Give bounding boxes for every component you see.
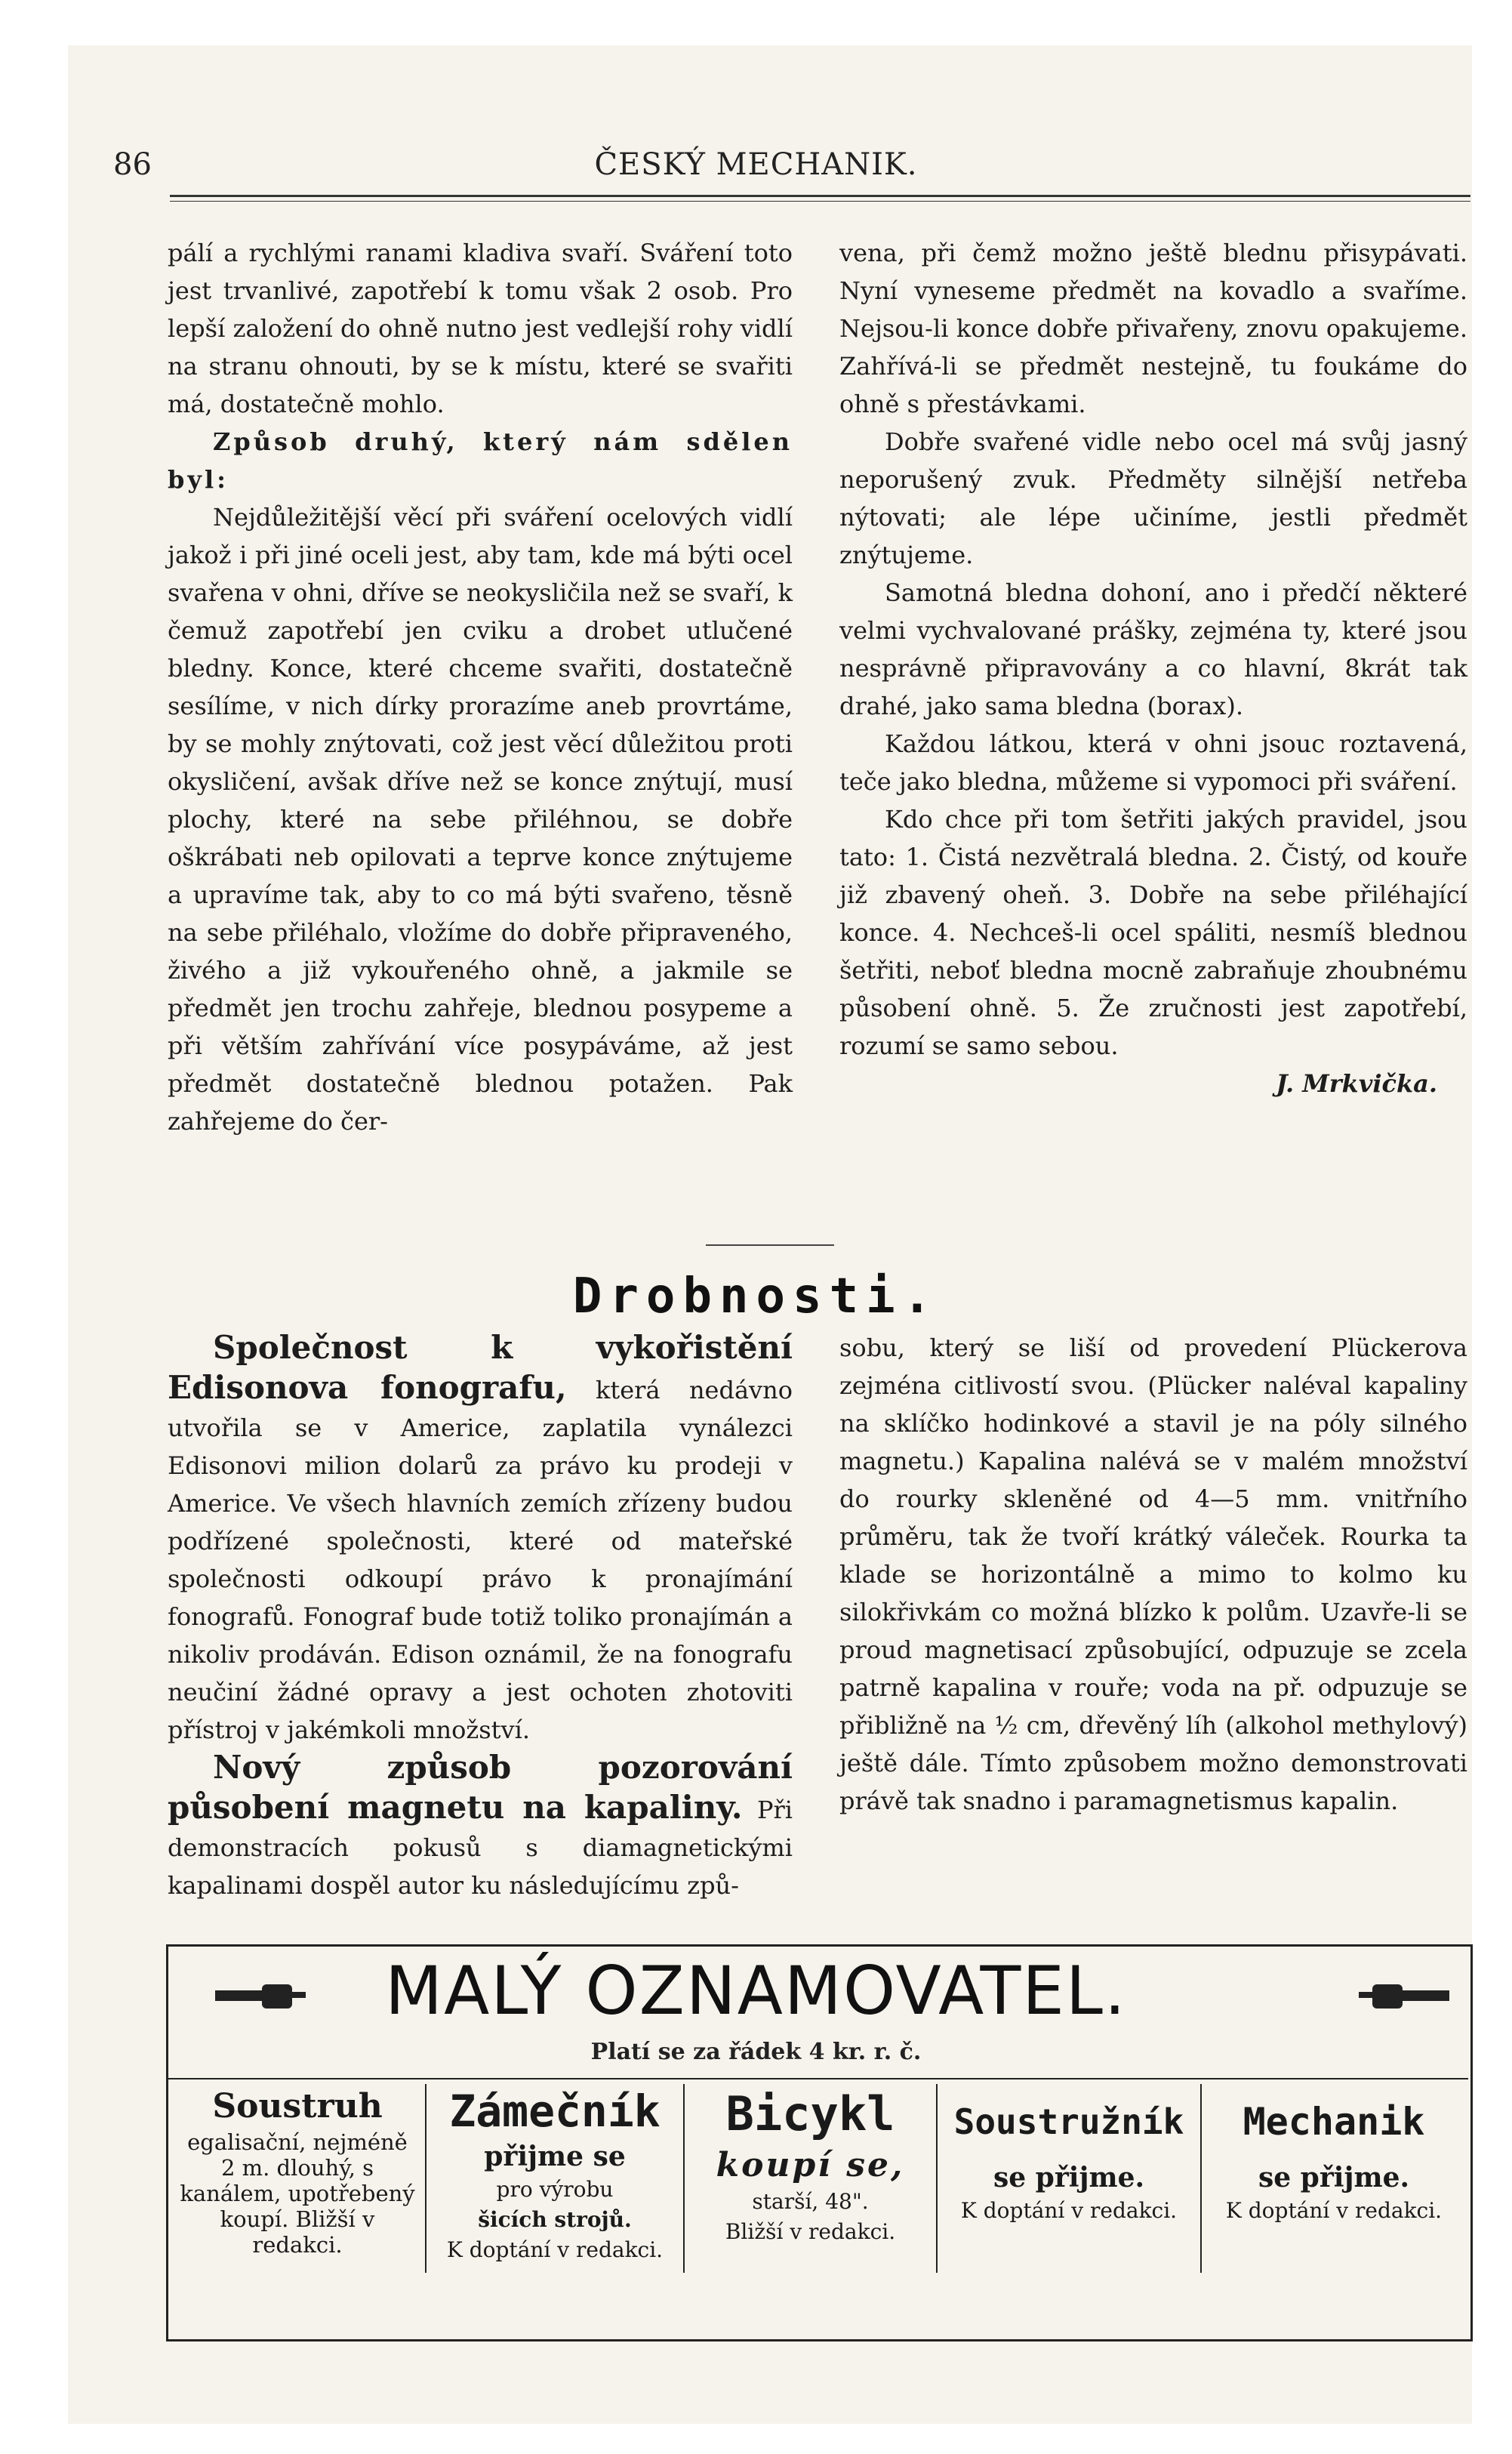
article-paragraph: Dobře svařené vidle nebo ocel má svůj jasný neporušený zvuk. Předměty silnější netřeba nýtovati; ale lépe učiníme, jestli předmět znýtujeme. [839,427,1467,569]
ad-line: přijme se [484,2141,626,2172]
news-body: sobu, který se liší od provedení Plückerova zejména citlivostí svou. (Plücker naléval kapaliny na sklíčko hodinkové a stavil je na póly silného magnetu.) Kapalina nalévá se v malém množství do rourky skleněné od 4—5 mm. vnitřního průměru, tak že tvoří krátký váleček. Rourka ta klade se horizontálně a mimo to kolmo ku silokřivkám co možná blízko k polům. Uzavře-li se proud magnetisací způsobující, odpuzuje se zcela patrně kapalina v rouře; voda na př. odpuzuje se přibližně na ½ cm, dřevěný líh (alkohol methylový) ještě dále. Tímto způsobem možno demonstrovati právě tak snadno i paramagnetismus kapalin. [839,1333,1467,1815]
ad-line: koupí se, [716,2146,905,2184]
header-rule-thin [170,201,1470,202]
article-paragraph: Každou látkou, která v ohni jsouc roztavená, teče jako bledna, můžeme si vypomoci při sváření. [839,729,1467,796]
news-body: Při demonstracích pokusů s diamagnetickými kapalinami dospěl autor ku následujícímu způ- [168,1796,793,1900]
news-heading: Nový způsob pozorování působení magnetu na kapaliny. [168,1749,793,1826]
ad-heading: Soustruh [212,2087,383,2126]
ad-line: šicích strojů. [478,2207,632,2232]
article-left-column [168,234,793,1140]
ad-footer: K doptání v redakci. [960,2198,1178,2223]
article-paragraph: Samotná bledna dohoní, ano i předčí některé velmi vychvalované prášky, zejména ty, které jsou nesprávně připravovány a co hlavní, 8krát tak drahé, jako sama bledna (borax). [839,578,1467,720]
ad-line: se přijme. [993,2162,1145,2193]
ad-heading: Mechanik [1243,2100,1425,2144]
news-right-column [839,1329,1467,1820]
news-heading: Společnost k vykořistění Edisonova fonografu, [168,1329,793,1406]
article-right-column [839,234,1467,1102]
ad-body: egalisační, nejméně 2 m. dlouhý, s kanálem, upotřebený koupí. Bližší v redakci. [180,2129,415,2258]
article-subheading: Způsob druhý, který nám sdělen byl: [168,427,793,494]
ad-soustruh [170,2084,425,2333]
page-number: 86 [113,147,152,182]
ad-heading: Soustružník [953,2101,1184,2142]
ad-footer: K doptání v redakci. [446,2237,664,2262]
pointing-hand-icon [1359,1978,1449,2015]
ad-bicykl [685,2084,936,2333]
ad-footer: Bližší v redakci. [725,2219,896,2244]
article-paragraph: vena, při čemž možno ještě blednu přisypávati. Nyní vyneseme předmět na kovadlo a svaříme. Nejsou-li konce dobře přivařeny, znovu opakujeme. Zahřívá-li se předmět nestejně, tu foukáme do ohně s přestávkami. [839,239,1467,418]
article-paragraph: pálí a rychlými ranami kladiva svaří. Sváření toto jest trvanlivé, zapotřebí k tomu však 2 osob. Pro lepší založení do ohně nutno jest vedlejší rohy vidlí na stranu ohnouti, by se k místu, které se svařiti má, dostatečně mohlo. [168,239,793,418]
article-paragraph: Nejdůležitější věcí při sváření ocelových vidlí jakož i při jiné oceli jest, aby tam, kde má býti ocel svařena v ohni, dříve se neokysličila než se svaří, k čemuž zapotřebí jen cviku a drobet utlučené bledny. Konce, které chceme svařiti, dostatečně sesílíme, v nich dírky prorazíme aneb provrtáme, by se mohly znýtovati, což jest věcí důležitou proti okysličení, avšak dříve než se konce znýtují, musí plochy, které na sebe přiléhnou, se dobře oškrábati neb opilovati a teprve konce znýtujeme a upravíme tak, aby to co má býti svařeno, těsně na sebe přiléhalo, vložíme do dobře připraveného, živého a již vykouřeného ohně, a jakmile se předmět jen trochu zahřeje, blednou posypeme a při větším zahřívání více posypáváme, až jest předmět dostatečně blednou potažen. Pak zahřejeme do čer- [168,503,793,1136]
ad-line: pro výrobu [496,2177,614,2202]
ad-footer: K doptání v redakci. [1225,2198,1443,2223]
ad-line: starší, 48". [752,2189,869,2214]
ad-heading: Zámečník [449,2086,661,2137]
header-rule [170,195,1470,197]
section-separator [706,1244,834,1246]
journal-title: ČESKÝ MECHANIK. [594,147,918,182]
article-paragraph: Kdo chce při tom šetřiti jakých pravidel, jsou tato: 1. Čistá nezvětralá bledna. 2. Čistý, od kouře již zbavený oheň. 3. Dobře na sebe přiléhající konce. 4. Nechceš-li ocel spáliti, nesmíš blednou šetřiti, neboť bledna mocně zabraňuje zhoubnému působení ohně. 5. Že zručnosti jest zapotřebí, rozumí se samo sebou. [839,805,1467,1060]
ad-line: se přijme. [1258,2162,1410,2193]
ad-heading: Bicykl [725,2086,895,2141]
news-body: která nedávno utvořila se v Americe, zaplatila vynálezci Edisonovi milion dolarů za právo ku prodeji v Americe. Ve všech hlavních zemích zřízeny budou podřízené společnosti, které od mateřské společnosti odkoupí právo k pronajímání fonografů. Fonograf bude totiž toliko pronajímán a nikoliv prodáván. Edison oznámil, že na fonografu neučiní žádné opravy a jest ochoten zhotoviti přístroj v jakémkoli množství. [168,1376,793,1744]
ad-soustruznik [938,2084,1200,2333]
section-title: Drobnosti. [572,1269,940,1324]
ad-mechanik [1202,2084,1466,2333]
ads-rule [166,2078,1468,2079]
ads-rate: Platí se za řádek 4 kr. r. č. [590,2039,922,2065]
ad-zamecnik [427,2084,683,2333]
article-signature: J. Mrkvička. [1276,1069,1437,1098]
news-left-column [168,1329,793,1904]
ads-title: MALÝ OZNAMOVATEL. [385,1952,1127,2030]
